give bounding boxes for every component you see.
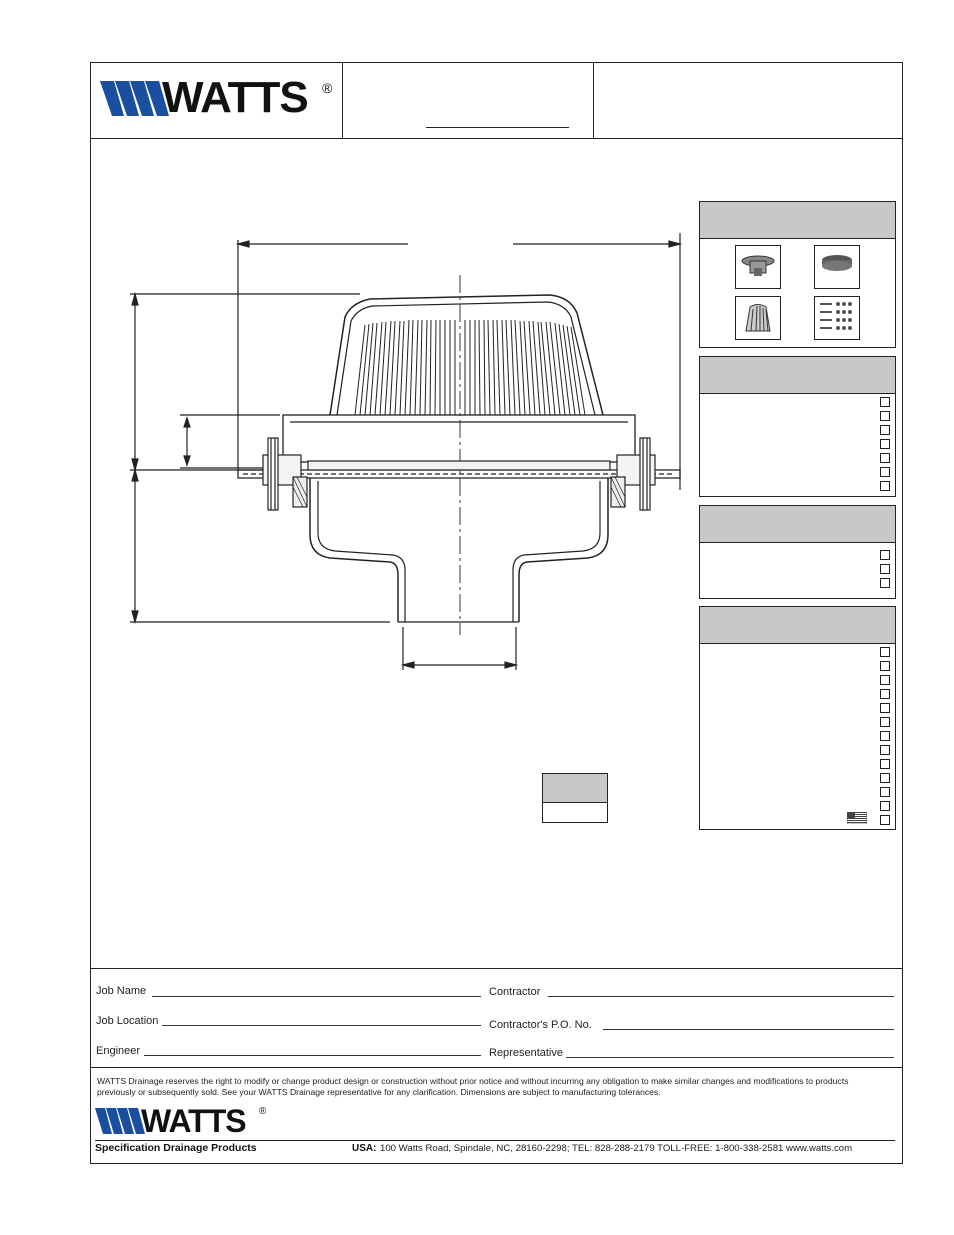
disclaimer-top-rule (90, 1067, 903, 1068)
option-c-checkbox-10[interactable] (880, 773, 890, 783)
option-a-checkbox-1[interactable] (880, 397, 890, 407)
footer-logo-wordmark: WATTS (141, 1103, 246, 1139)
footer-tagline: Specification Drainage Products (95, 1142, 257, 1154)
footer-usa-label: USA: (352, 1143, 377, 1154)
title-block-col-divider-2 (593, 62, 594, 139)
option-b-checkbox-3[interactable] (880, 578, 890, 588)
option-c-checkbox-12[interactable] (880, 801, 890, 811)
footer-registered-mark: ® (259, 1106, 267, 1117)
disclaimer-line-2: previously or subsequently sold. See your WATTS Drainage representative for any clarification. Dimensions are subject to manufacturing tolerances. (97, 1087, 661, 1097)
option-a-checkbox-4[interactable] (880, 439, 890, 449)
representative-field[interactable] (566, 1057, 894, 1058)
option-c-checkbox-1[interactable] (880, 647, 890, 657)
size-table (542, 773, 608, 823)
option-c-checkbox-3[interactable] (880, 675, 890, 685)
contractor-field[interactable] (548, 996, 894, 997)
option-c-checkbox-6[interactable] (880, 717, 890, 727)
contractor-po-label: Contractor's P.O. No. (489, 1019, 592, 1031)
roof-drain-section-drawing (125, 225, 695, 675)
footer-address: 100 Watts Road, Spindale, NC, 28160-2298; TEL: 828-288-2179 TOLL-FREE: 1-800-338-2581 www.watts.com (380, 1143, 853, 1154)
option-c-checkbox-11[interactable] (880, 787, 890, 797)
option-c-checkbox-9[interactable] (880, 759, 890, 769)
accessories-panel-header (700, 202, 895, 239)
accessories-panel (699, 201, 896, 348)
option-c-checkbox-13[interactable] (880, 815, 890, 825)
representative-label: Representative (489, 1047, 563, 1059)
footer-logo (95, 1103, 270, 1139)
watts-footer-logo-icon (95, 1106, 145, 1136)
option-c-checkbox-7[interactable] (880, 731, 890, 741)
option-a-checkbox-7[interactable] (880, 481, 890, 491)
engineer-label: Engineer (96, 1045, 141, 1057)
option-a-checkbox-2[interactable] (880, 411, 890, 421)
engineer-field[interactable] (144, 1055, 481, 1056)
gravel-guard-icon (814, 245, 860, 289)
options-panel-a-header (700, 357, 895, 394)
registered-mark: ® (322, 80, 333, 96)
size-table-header (543, 774, 607, 803)
option-c-checkbox-8[interactable] (880, 745, 890, 755)
title-block-col-divider-1 (342, 62, 343, 139)
options-panel-a (699, 356, 896, 497)
job-info-top-rule (90, 968, 903, 969)
option-a-checkbox-3[interactable] (880, 425, 890, 435)
options-panel-c (699, 606, 896, 830)
job-name-field[interactable] (152, 996, 481, 997)
option-a-checkbox-5[interactable] (880, 453, 890, 463)
model-underline (426, 127, 569, 128)
options-panel-c-header (700, 607, 895, 644)
option-c-checkbox-5[interactable] (880, 703, 890, 713)
option-c-checkbox-4[interactable] (880, 689, 890, 699)
option-a-checkbox-6[interactable] (880, 467, 890, 477)
drain-drawing (125, 225, 695, 675)
job-location-field[interactable] (162, 1025, 481, 1026)
hardware-kit-icon (814, 296, 860, 340)
contractor-label: Contractor (489, 986, 541, 998)
us-flag-icon (847, 811, 867, 823)
title-block-divider (90, 138, 903, 139)
dome-strainer-icon (735, 296, 781, 340)
disclaimer-line-1: WATTS Drainage reserves the right to modify or change product design or construction without prior notice and without incurring any obligation to make similar changes and modifications to products (97, 1076, 849, 1086)
contractor-po-field[interactable] (603, 1029, 894, 1030)
options-panel-b-header (700, 506, 895, 543)
options-panel-b (699, 505, 896, 599)
extension-ring-icon (735, 245, 781, 289)
option-b-checkbox-1[interactable] (880, 550, 890, 560)
option-c-checkbox-2[interactable] (880, 661, 890, 671)
job-location-label: Job Location (96, 1015, 159, 1027)
option-b-checkbox-2[interactable] (880, 564, 890, 574)
job-name-label: Job Name (96, 985, 147, 997)
footer-rule (95, 1140, 895, 1141)
header-logo (100, 73, 336, 122)
logo-wordmark: WATTS (162, 73, 308, 122)
